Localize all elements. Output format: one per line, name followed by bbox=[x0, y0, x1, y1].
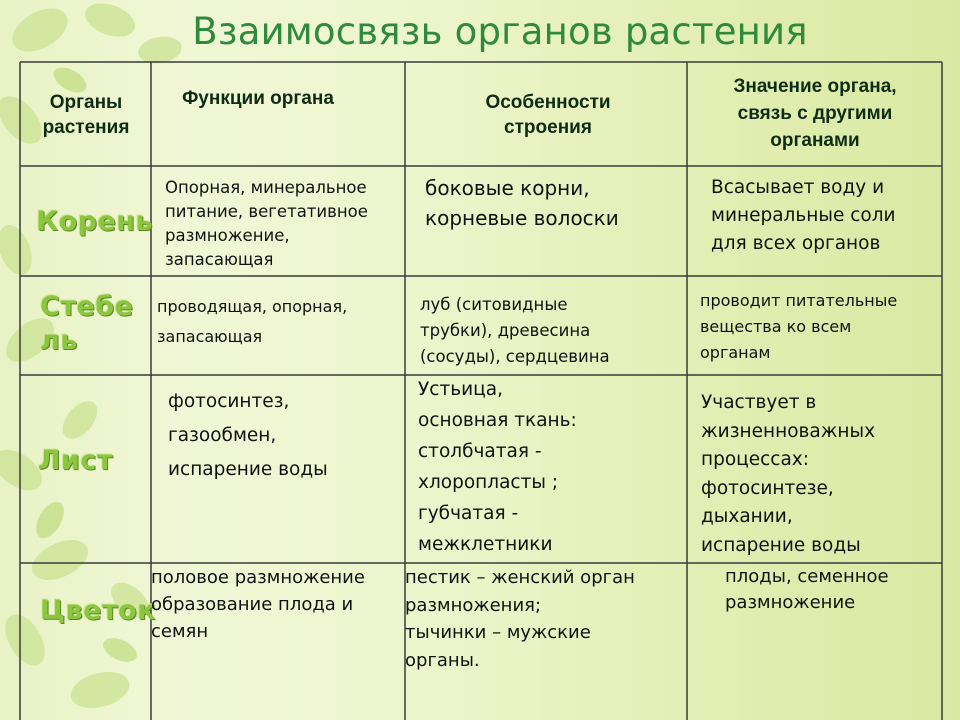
stem-structure: луб (ситовидные трубки), древесина (сосуды), сердцевина bbox=[420, 295, 610, 366]
flower-significance: плоды, семенное размножение bbox=[725, 566, 889, 613]
stem-significance: проводит питательные вещества ко всем органам bbox=[700, 291, 898, 362]
flower-structure: пестик – женский орган размножения; тычинки – мужские органы. bbox=[405, 567, 635, 671]
flower-functions: половое размножение образование плода и семян bbox=[151, 567, 365, 642]
header-significance: Значение органа, связь с другими органами bbox=[733, 76, 897, 151]
organ-stem-label: Стебе ль bbox=[40, 291, 134, 356]
stem-functions: проводящая, опорная, запасающая bbox=[157, 297, 348, 346]
root-significance: Всасывает воду и минеральные соли для всех органов bbox=[711, 177, 896, 254]
header-functions: Функции органа bbox=[182, 88, 334, 109]
organ-leaf-label: Лист bbox=[38, 445, 113, 476]
header-organs: Органы растения bbox=[42, 92, 130, 138]
root-structure: боковые корни, корневые волоски bbox=[425, 176, 619, 230]
organ-flower-label: Цветок bbox=[40, 595, 156, 626]
leaf-significance: Участвует в жизненноважных процессах: фотосинтезе, дыхании, испарение воды bbox=[701, 392, 876, 556]
organ-root-label: Корень bbox=[36, 206, 153, 237]
leaf-structure: Устьица, основная ткань: столбчатая - хлоропласты ; губчатая - межклетники bbox=[418, 379, 577, 555]
leaf-functions: фотосинтез, газообмен, испарение воды bbox=[168, 391, 328, 480]
page-title: Взаимосвязь органов растения bbox=[192, 10, 808, 53]
header-structure: Особенности строения bbox=[485, 92, 611, 138]
root-functions: Опорная, минеральное питание, вегетативное размножение, запасающая bbox=[165, 178, 368, 269]
